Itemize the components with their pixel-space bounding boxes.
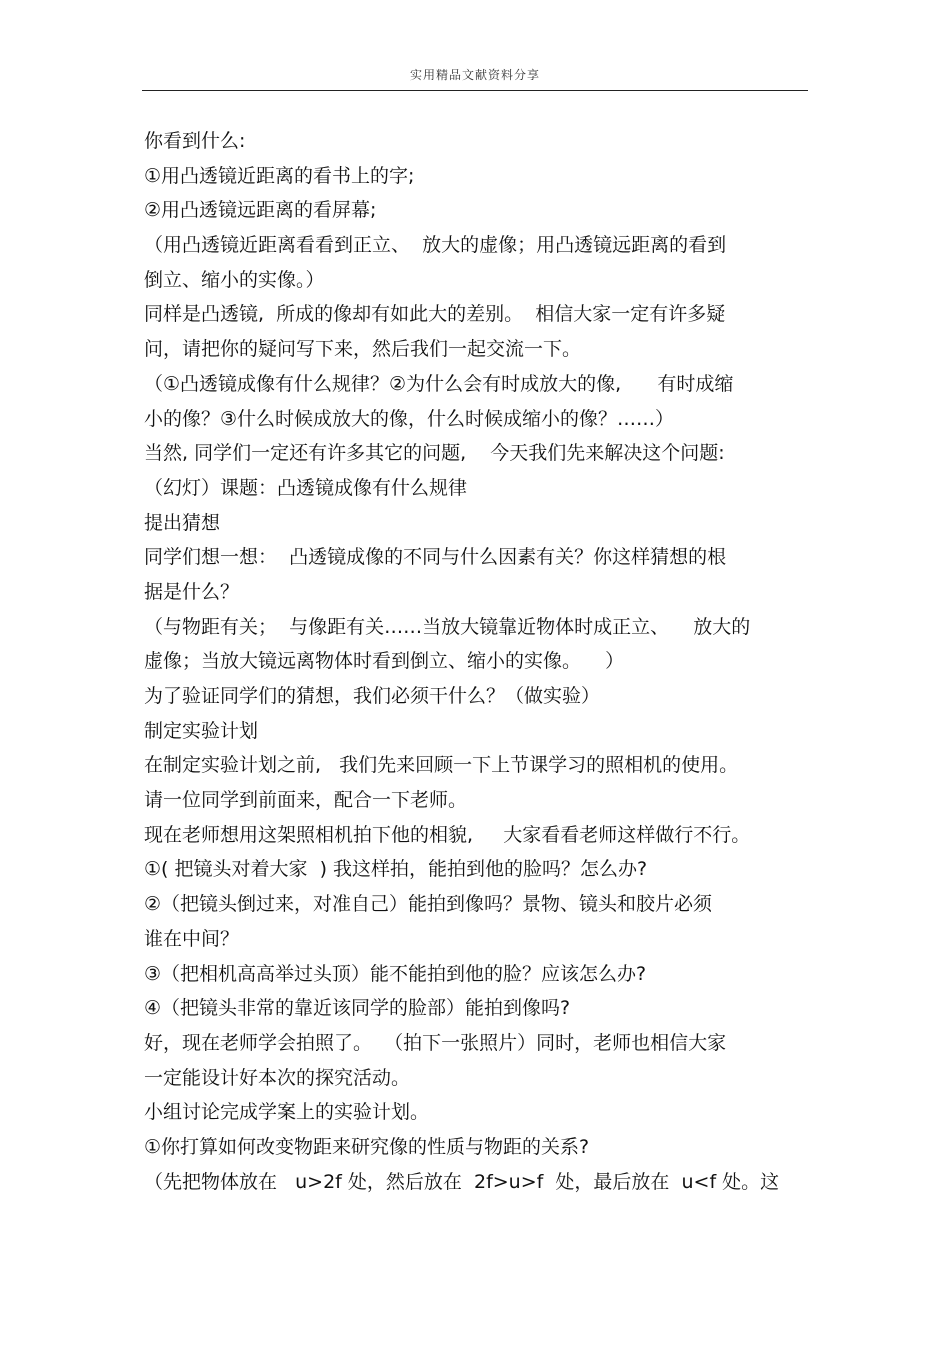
text-line: （与物距有关； 与像距有关……当放大镜靠近物体时成正立、 放大的 [144, 615, 751, 638]
text-line: 问，请把你的疑问写下来，然后我们一起交流一下。 [144, 338, 582, 361]
text-line: ①( 把镜头对着大家 ) 我这样拍，能拍到他的脸吗？怎么办? [144, 858, 648, 881]
text-line: （先把物体放在 u>2f 处，然后放在 2f>u>f 处，最后放在 u<f 处。这 [144, 1170, 780, 1193]
page-header: 实用精品文献资料分享 [409, 68, 540, 82]
text-line: 据是什么？ [144, 580, 240, 603]
text-line: 现在老师想用这架照相机拍下他的相貌, 大家看看老师这样做行不行。 [144, 823, 751, 846]
text-line: 小组讨论完成学案上的实验计划。 [144, 1101, 430, 1124]
text-line: 你看到什么: [144, 130, 246, 152]
text-line: ①你打算如何改变物距来研究像的性质与物距的关系? [144, 1135, 590, 1158]
text-line: ②用凸透镜远距离的看屏幕; [144, 199, 377, 222]
text-line: 在制定实验计划之前, 我们先来回顾一下上节课学习的照相机的使用。 [144, 754, 739, 777]
text-line: 同学们想一想： 凸透镜成像的不同与什么因素有关？你这样猜想的根 [144, 546, 727, 569]
text-line: （①凸透镜成像有什么规律？②为什么会有时成放大的像, 有时成缩 [144, 372, 734, 395]
document-body [144, 124, 810, 1199]
text-line: 一定能设计好本次的探究活动。 [144, 1066, 411, 1089]
text-line: 谁在中间？ [144, 927, 240, 950]
text-line: （用凸透镜近距离看看到正立、 放大的虚像；用凸透镜远距离的看到 [144, 234, 727, 257]
section-heading: 提出猜想 [144, 511, 221, 534]
text-line: ③（把相机高高举过头顶）能不能拍到他的脸？应该怎么办? [144, 962, 647, 985]
text-line: ②（把镜头倒过来，对准自己）能拍到像吗？景物、镜头和胶片必须 [144, 893, 713, 916]
text-line: ①用凸透镜近距离的看书上的字; [144, 164, 415, 187]
text-line: 同样是凸透镜, 所成的像却有如此大的差别。 相信大家一定有许多疑 [144, 303, 726, 326]
text-line: 虚像；当放大镜远离物体时看到倒立、缩小的实像。 ） [144, 650, 625, 673]
text-line: 为了验证同学们的猜想，我们必须干什么？（做实验） [144, 685, 601, 707]
text-line: 请一位同学到前面来，配合一下老师。 [144, 789, 468, 812]
text-line: 小的像？③什么时候成放大的像，什么时候成缩小的像？……） [144, 407, 675, 430]
header-rule [142, 90, 808, 91]
text-line: ④（把镜头非常的靠近该同学的脸部）能拍到像吗? [144, 997, 571, 1020]
text-line: 好，现在老师学会拍照了。 （拍下一张照片）同时，老师也相信大家 [144, 1031, 727, 1054]
text-line: 倒立、缩小的实像。） [144, 268, 325, 291]
text-line: （幻灯）课题：凸透镜成像有什么规律 [144, 476, 468, 499]
section-heading: 制定实验计划 [144, 719, 259, 742]
text-line: 当然, 同学们一定还有许多其它的问题, 今天我们先来解决这个问题: [144, 442, 725, 465]
